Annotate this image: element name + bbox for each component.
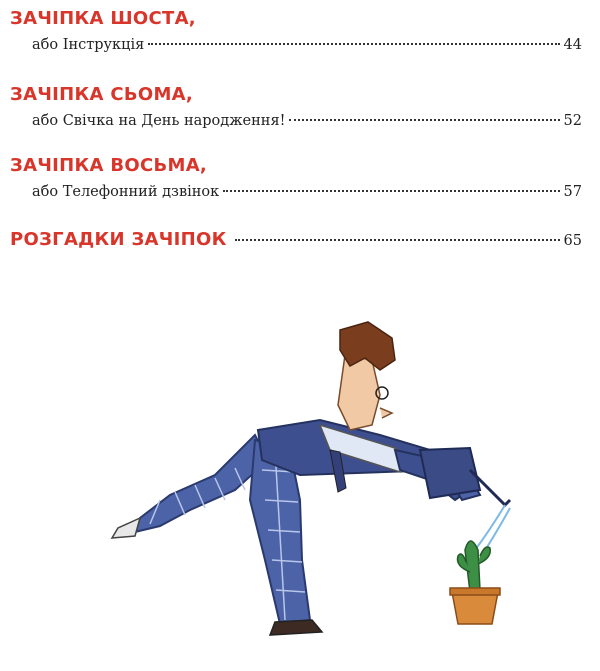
water-stream — [475, 505, 510, 555]
chapter-subtitle: або Інструкція — [32, 37, 145, 53]
toc-line[interactable] — [32, 111, 582, 131]
page-number: 57 — [563, 184, 582, 200]
flower-pot-icon — [450, 588, 500, 624]
toc-entry-7 — [10, 84, 582, 131]
leader-dots — [148, 43, 559, 45]
toc-line[interactable] — [32, 35, 582, 55]
toc-line[interactable] — [32, 182, 582, 202]
toc-entry-6 — [10, 8, 582, 55]
cactus-icon — [458, 541, 491, 592]
shoe-icon — [112, 518, 140, 538]
raised-leg — [112, 435, 268, 538]
chapter-title: ЗАЧІПКА СЬОМА, — [10, 84, 194, 105]
chapter-subtitle: або Свічка на День народження! — [32, 113, 286, 129]
chapter-title: ЗАЧІПКА ВОСЬМА, — [10, 155, 208, 176]
leader-dots — [223, 190, 559, 192]
answers-title: РОЗГАДКИ ЗАЧІПОК — [10, 229, 227, 250]
chapter-title: ЗАЧІПКА ШОСТА, — [10, 8, 196, 29]
page-number: 52 — [563, 113, 582, 129]
page-number: 44 — [563, 37, 582, 53]
head — [338, 322, 395, 430]
page-number: 65 — [563, 233, 582, 249]
nose-icon — [380, 408, 392, 418]
toc-entry-8 — [10, 155, 582, 202]
leader-dots — [289, 119, 559, 121]
man-watering-cactus-illustration — [0, 300, 600, 671]
chapter-subtitle: або Телефонний дзвінок — [32, 184, 220, 200]
toc-entry-answers[interactable] — [10, 229, 582, 251]
shoe-icon — [270, 620, 322, 635]
leader-dots — [235, 239, 560, 241]
